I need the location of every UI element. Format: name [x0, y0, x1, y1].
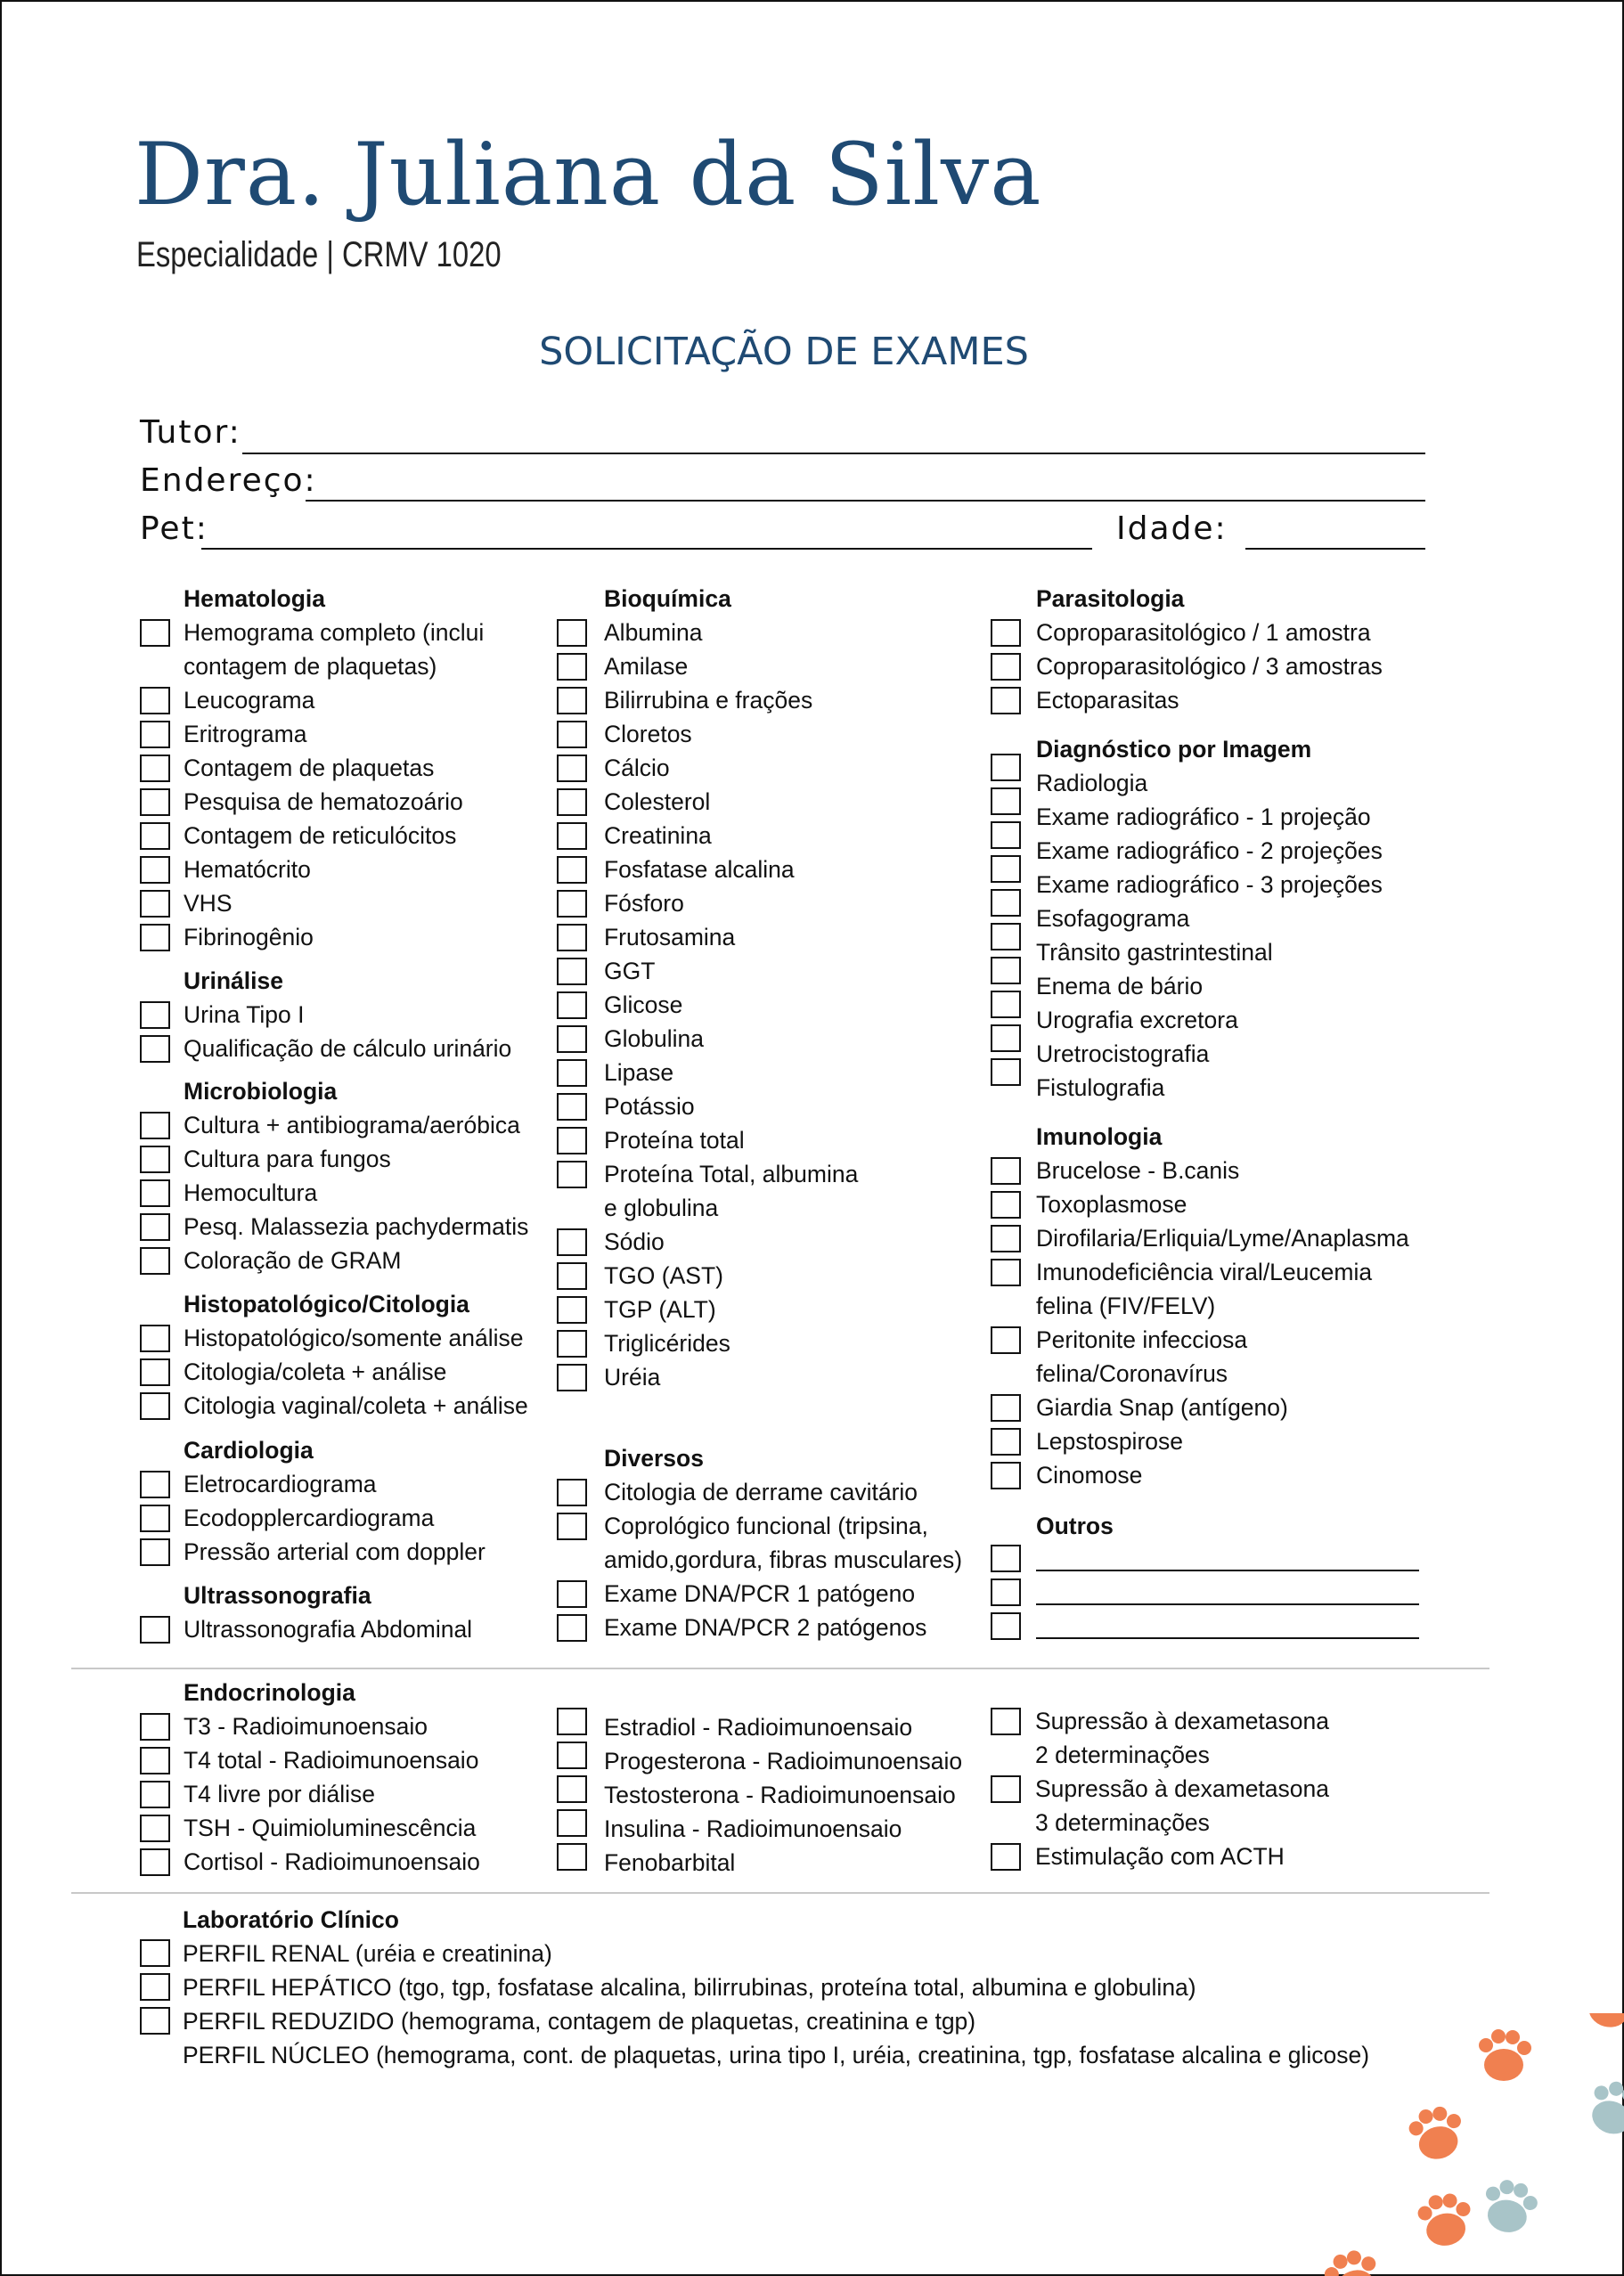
exam-item: Supressão à dexametasona — [1035, 1708, 1329, 1734]
exam-item: T4 livre por diálise — [184, 1781, 376, 1807]
checkbox[interactable] — [140, 1146, 170, 1173]
exam-item: PERFIL HEPÁTICO (tgo, tgp, fosfatase alcalina, bilirrubinas, proteína total, albumina e globulina) — [183, 1974, 1196, 2001]
exam-item: Frutosamina — [604, 924, 736, 950]
checkbox[interactable] — [991, 787, 1021, 815]
checkbox[interactable] — [557, 653, 587, 681]
exam-item: GGT — [604, 958, 656, 984]
section-laboratorio-title: Laboratório Clínico — [183, 1906, 399, 1933]
exam-item: Contagem de reticulócitos — [184, 822, 457, 849]
checkbox[interactable] — [140, 1179, 170, 1207]
divider — [71, 1892, 1489, 1894]
tutor-label: Tutor: — [140, 414, 241, 451]
checkbox[interactable] — [991, 653, 1021, 681]
exam-item: amido,gordura, fibras musculares) — [604, 1546, 963, 1573]
exam-item: Uretrocistografia — [1036, 1040, 1210, 1067]
exam-item: Coproparasitológico / 3 amostras — [1036, 653, 1383, 680]
exam-item: TGP (ALT) — [604, 1296, 716, 1323]
checkbox[interactable] — [991, 957, 1021, 984]
section-microbiologia-title: Microbiologia — [184, 1078, 338, 1105]
pet-field[interactable] — [201, 548, 1092, 550]
outros-blank-line[interactable] — [1036, 1570, 1419, 1571]
checkbox[interactable] — [557, 958, 587, 985]
exam-item: Coloração de GRAM — [184, 1247, 402, 1274]
checkbox[interactable] — [991, 821, 1021, 849]
exam-item: Ecodopplercardiograma — [184, 1505, 435, 1531]
exam-item: Leucograma — [184, 687, 315, 714]
pet-label: Pet: — [140, 510, 208, 547]
exam-item: Coprológico funcional (tripsina, — [604, 1513, 928, 1539]
checkbox[interactable] — [557, 1809, 587, 1837]
checkbox[interactable] — [557, 924, 587, 951]
exam-item: Exame DNA/PCR 1 patógeno — [604, 1580, 916, 1607]
checkbox[interactable] — [140, 890, 170, 918]
checkbox[interactable] — [557, 856, 587, 884]
checkbox[interactable] — [557, 1330, 587, 1358]
page-title: SOLICITAÇÃO DE EXAMES — [539, 330, 1029, 374]
checkbox[interactable] — [557, 619, 587, 647]
exam-item: Progesterona - Radioimunoensaio — [604, 1748, 963, 1774]
exam-item: Peritonite infecciosa — [1036, 1326, 1248, 1353]
checkbox[interactable] — [557, 755, 587, 782]
checkbox[interactable] — [557, 1843, 587, 1871]
checkbox[interactable] — [140, 1973, 170, 2001]
exam-item: Citologia/coleta + análise — [184, 1358, 447, 1385]
exam-item: Cortisol - Radioimunoensaio — [184, 1848, 480, 1875]
exam-item: Ectoparasitas — [1036, 687, 1179, 714]
exam-item: TSH - Quimioluminescência — [184, 1815, 477, 1841]
exam-item: Uréia — [604, 1364, 661, 1391]
exam-item: Cloretos — [604, 721, 692, 747]
checkbox[interactable] — [557, 1127, 587, 1154]
section-diversos-title: Diversos — [604, 1445, 704, 1472]
checkbox[interactable] — [991, 1428, 1021, 1456]
checkbox[interactable] — [557, 1059, 587, 1087]
exam-item: contagem de plaquetas) — [184, 653, 437, 680]
paw-print-icon — [1580, 2013, 1624, 2034]
exam-item: T3 - Radioimunoensaio — [184, 1713, 428, 1740]
exam-item: Eletrocardiograma — [184, 1471, 377, 1497]
checkbox[interactable] — [991, 1462, 1021, 1489]
checkbox[interactable] — [557, 1513, 587, 1540]
section-urinalise-title: Urinálise — [184, 967, 283, 994]
checkbox[interactable] — [557, 1296, 587, 1324]
exam-item: Insulina - Radioimunoensaio — [604, 1815, 902, 1842]
section-bioquimica-title: Bioquímica — [604, 585, 731, 612]
checkbox[interactable] — [991, 754, 1021, 781]
outros-blank-line[interactable] — [1036, 1637, 1419, 1639]
checkbox[interactable] — [557, 822, 587, 850]
exam-item: Estimulação com ACTH — [1035, 1843, 1285, 1870]
exam-item: Giardia Snap (antígeno) — [1036, 1394, 1288, 1421]
checkbox[interactable] — [140, 1247, 170, 1275]
exam-item: T4 total - Radioimunoensaio — [184, 1747, 479, 1774]
checkbox[interactable] — [140, 1392, 170, 1420]
section-outros-title: Outros — [1036, 1513, 1114, 1539]
exam-item: Enema de bário — [1036, 973, 1204, 999]
checkbox[interactable] — [140, 856, 170, 884]
checkbox[interactable] — [140, 1471, 170, 1498]
checkbox[interactable] — [991, 1024, 1021, 1052]
tutor-field[interactable] — [242, 453, 1425, 454]
exam-item: Hemocultura — [184, 1179, 318, 1206]
exam-item: Cálcio — [604, 755, 670, 781]
checkbox[interactable] — [991, 991, 1021, 1018]
exam-item: VHS — [184, 890, 233, 917]
exam-item: Coproparasitológico / 1 amostra — [1036, 619, 1371, 646]
checkbox[interactable] — [557, 1025, 587, 1053]
checkbox[interactable] — [140, 1505, 170, 1532]
checkbox[interactable] — [557, 1742, 587, 1769]
section-imagem-title: Diagnóstico por Imagem — [1036, 736, 1312, 763]
exam-item: Estradiol - Radioimunoensaio — [604, 1714, 913, 1741]
exam-item: Brucelose - B.canis — [1036, 1157, 1240, 1184]
checkbox[interactable] — [991, 1394, 1021, 1422]
checkbox[interactable] — [557, 890, 587, 918]
checkbox[interactable] — [557, 1479, 587, 1506]
checkbox[interactable] — [140, 1939, 170, 1967]
checkbox[interactable] — [991, 1545, 1021, 1572]
checkbox[interactable] — [140, 1747, 170, 1774]
exam-item: Eritrograma — [184, 721, 307, 747]
exam-item: Triglicérides — [604, 1330, 730, 1357]
checkbox[interactable] — [140, 924, 170, 951]
section-ultrassonografia-title: Ultrassonografia — [184, 1582, 371, 1609]
exam-item: Qualificação de cálculo urinário — [184, 1035, 512, 1062]
checkbox[interactable] — [557, 1262, 587, 1290]
checkbox[interactable] — [140, 788, 170, 816]
exam-item: felina/Coronavírus — [1036, 1360, 1228, 1387]
address-label: Endereço: — [140, 462, 317, 499]
section-endocrinologia-title: Endocrinologia — [184, 1679, 355, 1706]
exam-item: Toxoplasmose — [1036, 1191, 1187, 1218]
exam-item: Glicose — [604, 991, 683, 1018]
checkbox[interactable] — [991, 923, 1021, 950]
checkbox[interactable] — [557, 1580, 587, 1608]
checkbox[interactable] — [140, 687, 170, 714]
exam-item: Fosfatase alcalina — [604, 856, 795, 883]
checkbox[interactable] — [140, 1001, 170, 1029]
checkbox[interactable] — [557, 1775, 587, 1803]
checkbox[interactable] — [991, 1843, 1021, 1871]
exam-item: PERFIL REDUZIDO (hemograma, contagem de plaquetas, creatinina e tgp) — [183, 2008, 976, 2035]
exam-item: Proteína total — [604, 1127, 745, 1154]
exam-item: Dirofilaria/Erliquia/Lyme/Anaplasma — [1036, 1225, 1409, 1252]
paw-prints-decoration — [1301, 2013, 1624, 2276]
exam-item: Fósforo — [604, 890, 684, 917]
exam-item: Pesquisa de hematozoário — [184, 788, 463, 815]
exam-item: Imunodeficiência viral/Leucemia — [1036, 1259, 1373, 1285]
paw-print-icon — [1405, 2101, 1469, 2165]
section-histo-title: Histopatológico/Citologia — [184, 1291, 469, 1317]
exam-item: Colesterol — [604, 788, 711, 815]
checkbox[interactable] — [140, 721, 170, 748]
exam-item: Cultura + antibiograma/aeróbica — [184, 1112, 520, 1138]
exam-item: Exame radiográfico - 3 projeções — [1036, 871, 1383, 898]
exam-item: Lepstospirose — [1036, 1428, 1183, 1455]
address-field[interactable] — [306, 500, 1425, 502]
exam-item: Cultura para fungos — [184, 1146, 391, 1172]
checkbox[interactable] — [991, 1259, 1021, 1286]
checkbox[interactable] — [991, 1225, 1021, 1252]
checkbox[interactable] — [140, 822, 170, 850]
checkbox[interactable] — [991, 1579, 1021, 1606]
checkbox[interactable] — [140, 1616, 170, 1644]
exam-item: Amilase — [604, 653, 689, 680]
checkbox[interactable] — [991, 855, 1021, 883]
checkbox[interactable] — [140, 1781, 170, 1808]
exam-item: Fistulografia — [1036, 1074, 1165, 1101]
section-hematologia-title: Hematologia — [184, 585, 326, 612]
checkbox[interactable] — [991, 1058, 1021, 1086]
exam-item: Exame radiográfico - 1 projeção — [1036, 804, 1371, 830]
checkbox[interactable] — [557, 1614, 587, 1642]
exam-item: Contagem de plaquetas — [184, 755, 435, 781]
checkbox[interactable] — [140, 619, 170, 647]
checkbox[interactable] — [140, 1538, 170, 1566]
checkbox[interactable] — [140, 2007, 170, 2035]
exam-item: felina (FIV/FELV) — [1036, 1293, 1216, 1319]
exam-item: TGO (AST) — [604, 1262, 723, 1289]
checkbox[interactable] — [557, 687, 587, 714]
exam-item: Pesq. Malassezia pachydermatis — [184, 1213, 529, 1240]
exam-item: Histopatológico/somente análise — [184, 1325, 524, 1351]
section-cardiologia-title: Cardiologia — [184, 1437, 314, 1464]
exam-item: Creatinina — [604, 822, 712, 849]
exam-item: Urografia excretora — [1036, 1007, 1238, 1033]
exam-item: PERFIL RENAL (uréia e creatinina) — [183, 1940, 552, 1967]
outros-blank-line[interactable] — [1036, 1603, 1419, 1605]
exam-item: Hemograma completo (inclui — [184, 619, 485, 646]
checkbox[interactable] — [991, 687, 1021, 714]
checkbox[interactable] — [140, 755, 170, 782]
exam-item: Potássio — [604, 1093, 695, 1120]
exam-item: 2 determinações — [1035, 1742, 1210, 1768]
exam-item: Testosterona - Radioimunoensaio — [604, 1782, 956, 1808]
checkbox[interactable] — [991, 619, 1021, 647]
checkbox[interactable] — [140, 1325, 170, 1352]
exam-item: Esofagograma — [1036, 905, 1190, 932]
exam-item: Bilirrubina e frações — [604, 687, 813, 714]
specialty-crmv: Especialidade | CRMV 1020 — [136, 235, 502, 274]
exam-item: Hematócrito — [184, 856, 311, 883]
exam-item: Citologia de derrame cavitário — [604, 1479, 918, 1505]
exam-item: Cinomose — [1036, 1462, 1143, 1489]
exam-item: Citologia vaginal/coleta + análise — [184, 1392, 528, 1419]
checkbox[interactable] — [991, 1708, 1021, 1735]
age-label: Idade: — [1116, 510, 1228, 547]
divider — [71, 1668, 1489, 1669]
exam-item: Sódio — [604, 1228, 665, 1255]
doctor-name: Dra. Juliana da Silva — [135, 125, 1042, 224]
checkbox[interactable] — [140, 1112, 170, 1139]
checkbox[interactable] — [557, 1093, 587, 1121]
checkbox[interactable] — [991, 889, 1021, 917]
checkbox[interactable] — [557, 1228, 587, 1256]
checkbox[interactable] — [557, 1364, 587, 1391]
checkbox[interactable] — [991, 1191, 1021, 1219]
exam-item: Pressão arterial com doppler — [184, 1538, 486, 1565]
paw-print-icon — [1479, 2029, 1531, 2081]
exam-item: Supressão à dexametasona — [1035, 1775, 1329, 1802]
checkbox[interactable] — [557, 1708, 587, 1735]
exam-item: Radiologia — [1036, 770, 1148, 796]
checkbox[interactable] — [557, 991, 587, 1019]
section-imunologia-title: Imunologia — [1036, 1123, 1163, 1150]
checkbox[interactable] — [140, 1213, 170, 1241]
exam-item: Lipase — [604, 1059, 674, 1086]
checkbox[interactable] — [991, 1612, 1021, 1640]
exam-item: PERFIL NÚCLEO (hemograma, cont. de plaquetas, urina tipo I, uréia, creatinina, tgp, fosfatase alcalina e glicose) — [183, 2042, 1370, 2068]
exam-item: Ultrassonografia Abdominal — [184, 1616, 473, 1643]
exam-item: Globulina — [604, 1025, 704, 1052]
exam-item: Trânsito gastrintestinal — [1036, 939, 1273, 966]
checkbox[interactable] — [140, 1358, 170, 1386]
exam-item: Proteína Total, albumina — [604, 1161, 859, 1187]
exam-item: Fibrinogênio — [184, 924, 314, 950]
checkbox[interactable] — [557, 721, 587, 748]
checkbox[interactable] — [991, 1326, 1021, 1354]
checkbox[interactable] — [140, 1035, 170, 1063]
exam-item: e globulina — [604, 1195, 719, 1221]
exam-item: Exame radiográfico - 2 projeções — [1036, 837, 1383, 864]
exam-item: Urina Tipo I — [184, 1001, 305, 1028]
exam-item: Albumina — [604, 619, 703, 646]
checkbox[interactable] — [140, 1713, 170, 1741]
paw-print-icon — [1416, 2190, 1476, 2249]
checkbox[interactable] — [991, 1775, 1021, 1803]
paw-print-icon — [1319, 2244, 1386, 2276]
exam-item: 3 determinações — [1035, 1809, 1210, 1836]
paw-print-icon — [1582, 2076, 1624, 2142]
checkbox[interactable] — [557, 788, 587, 816]
checkbox[interactable] — [140, 1815, 170, 1842]
exam-item: Exame DNA/PCR 2 patógenos — [604, 1614, 927, 1641]
paw-print-icon — [1480, 2176, 1540, 2236]
exam-item: Fenobarbital — [604, 1849, 736, 1876]
checkbox[interactable] — [991, 1157, 1021, 1185]
section-parasitologia-title: Parasitologia — [1036, 585, 1185, 612]
age-field[interactable] — [1245, 548, 1425, 550]
checkbox[interactable] — [557, 1161, 587, 1188]
checkbox[interactable] — [140, 1848, 170, 1876]
